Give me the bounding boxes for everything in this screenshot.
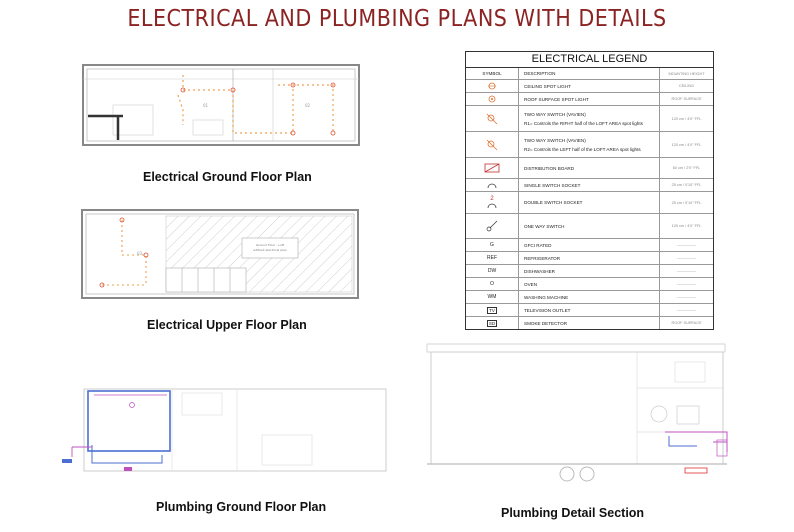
legend-desc-note: R2= Controls the LEFT half of the LOFT AREA spot lights: [524, 146, 641, 152]
electrical-ground-floor-plan: [83, 65, 359, 145]
legend-desc: DOUBLE SWITCH SOCKET: [519, 192, 660, 213]
legend-desc: TWO WAY SWITCH (VAVIEN): [524, 111, 586, 117]
legend-height: 120 cm / 4'0" FFL: [671, 224, 702, 228]
legend-symbol: TV: [489, 307, 495, 313]
svg-text:03: 03: [137, 251, 143, 256]
double-socket-icon: [486, 202, 498, 209]
svg-text:Ground Floor - Loft: Ground Floor - Loft: [255, 243, 285, 247]
legend-height: —————: [677, 308, 696, 312]
legend-symbol: G: [466, 239, 519, 251]
legend-row: [466, 265, 713, 278]
legend-height: 120 cm / 4'0" FFL: [671, 142, 702, 147]
legend-symbol: DW: [466, 265, 519, 277]
ceiling-spot-light-icon: [487, 82, 497, 90]
legend-row: [466, 252, 713, 265]
legend-desc: GFCI RATED: [519, 239, 660, 251]
legend-symbol: REF: [466, 252, 519, 264]
distribution-board-icon: [484, 163, 500, 173]
legend-symbol: WM: [466, 291, 519, 303]
legend-height: 25 cm / 0'10" FFL: [671, 183, 702, 187]
legend-header-symbol: SYMBOL: [466, 68, 519, 79]
legend-desc: WASHING MACHINE: [519, 291, 660, 303]
svg-text:without electrical plan: without electrical plan: [253, 248, 287, 252]
legend-row: [466, 304, 713, 317]
two-way-switch-icon: [485, 138, 499, 152]
legend-height: —————: [677, 282, 696, 286]
page-title: ELECTRICAL AND PLUMBING PLANS WITH DETAILS: [127, 6, 667, 32]
legend-row: [466, 106, 713, 132]
legend-height: 25 cm / 0'10" FFL: [671, 200, 702, 205]
legend-row: [466, 132, 713, 158]
legend-title: ELECTRICAL LEGEND: [466, 52, 713, 68]
legend-row: [466, 239, 713, 252]
legend-symbol: O: [466, 278, 519, 290]
legend-height: ROOF SURFACE: [671, 321, 702, 325]
legend-height: —————: [677, 256, 696, 260]
legend-desc: SINGLE SWITCH SOCKET: [519, 179, 660, 191]
legend-symbol: 2: [490, 196, 494, 202]
legend-desc: DISTRIBUTION BOARD: [519, 158, 660, 178]
legend-desc: OVEN: [519, 278, 660, 290]
electrical-legend: [465, 51, 714, 330]
electrical-upper-floor-plan: [82, 210, 358, 298]
legend-height: 120 cm / 4'0" FFL: [671, 116, 702, 121]
caption-electrical-ground: Electrical Ground Floor Plan: [143, 170, 312, 184]
legend-symbol: SD: [488, 320, 496, 326]
legend-height: ROOF SURFACE: [671, 97, 702, 101]
roof-spot-light-icon: [487, 95, 497, 103]
legend-desc: ROOF SURFACE SPOT LIGHT: [519, 93, 660, 105]
legend-desc: ONE WAY SWITCH: [519, 214, 660, 238]
svg-text:01: 01: [203, 103, 209, 108]
legend-row: [466, 291, 713, 304]
legend-height: CEILING: [678, 84, 695, 88]
legend-header-row: [466, 68, 713, 80]
legend-height: —————: [677, 295, 696, 299]
legend-height: 60 cm / 2'0" FFL: [672, 166, 701, 170]
plumbing-ground-floor-plan: [62, 385, 388, 475]
caption-plumbing-section: Plumbing Detail Section: [501, 506, 645, 520]
legend-row: [466, 192, 713, 214]
legend-row: [466, 317, 713, 329]
single-socket-icon: [486, 181, 498, 189]
legend-height: —————: [677, 269, 696, 273]
legend-row: [466, 93, 713, 106]
legend-desc: TELEVISION OUTLET: [519, 304, 660, 316]
legend-desc-note: R1= Controls the RIFHT half of the LOFT AREA spot lights: [524, 120, 643, 126]
legend-height: —————: [677, 243, 696, 247]
legend-row: [466, 214, 713, 239]
caption-plumbing-ground: Plumbing Ground Floor Plan: [156, 500, 327, 514]
legend-row: [466, 158, 713, 179]
one-way-switch-icon: [485, 219, 499, 233]
two-way-switch-icon: [485, 112, 499, 126]
legend-row: [466, 179, 713, 192]
legend-desc: CEILING SPOT LIGHT: [519, 80, 660, 92]
legend-header-height: MOUNTING HEIGHT: [668, 71, 705, 76]
svg-text:02: 02: [305, 103, 311, 108]
legend-row: [466, 278, 713, 291]
caption-electrical-upper: Electrical Upper Floor Plan: [147, 318, 307, 332]
legend-header-description: DESCRIPTION: [519, 68, 660, 79]
legend-desc: TWO WAY SWITCH (VAVIEN): [524, 137, 586, 143]
legend-desc: DISHWASHER: [519, 265, 660, 277]
legend-desc: REFRIGERATOR: [519, 252, 660, 264]
plumbing-detail-section: [427, 340, 744, 490]
legend-desc: SMOKE DETECTOR: [519, 317, 660, 329]
legend-row: [466, 80, 713, 93]
